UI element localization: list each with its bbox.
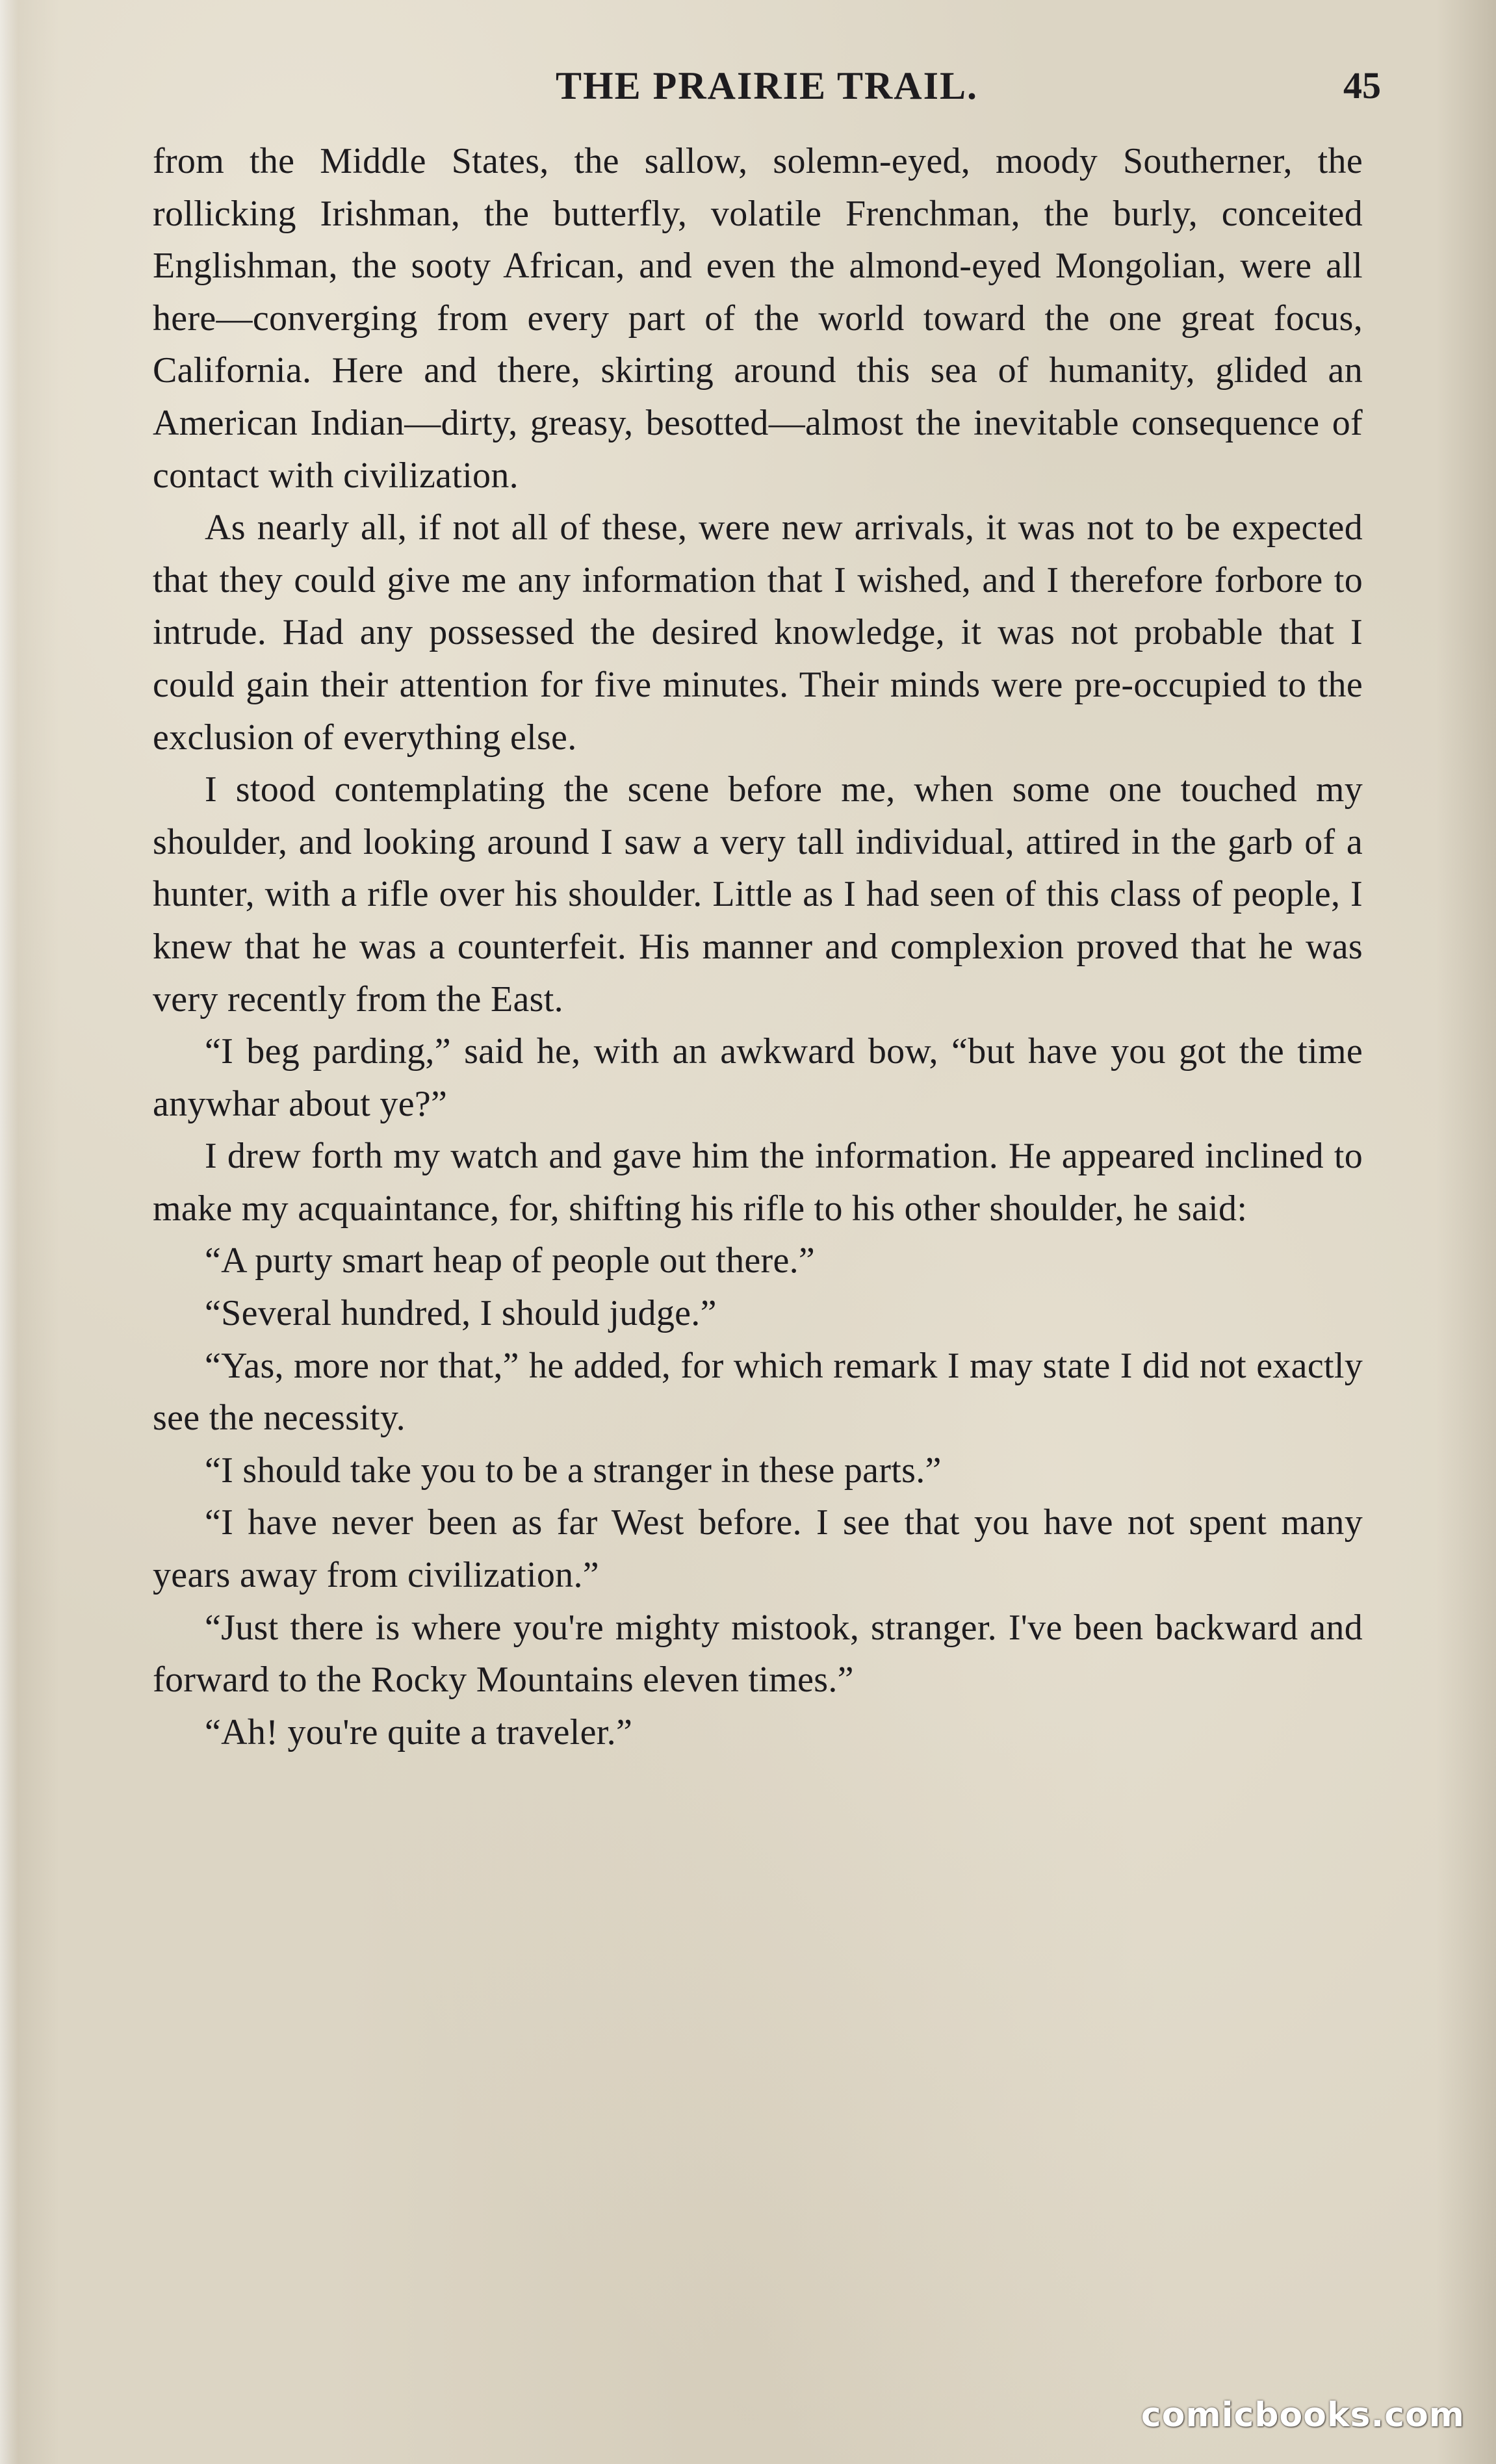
- paragraph-1: from the Middle States, the sallow, solemn-eyed, moody Southerner, the rollicking Irishman, the butterfly, volatile Frenchman, the burly, conceited Englishman, the sooty African, and even the almond-eyed Mongolian, were all here—converging from every part of the world toward the one great focus, California. Here and there, skirting around this sea of humanity, glided an American Indian—dirty, greasy, besotted—almost the inevitable consequence of contact with civilization.: [153, 141, 1363, 496]
- body-text: [153, 135, 1363, 1758]
- paragraph-7: “Several hundred, I should judge.”: [205, 1293, 717, 1334]
- paragraph-11: “Just there is where you're mighty mistook, stranger. I've been backward and forward to the Rocky Mountains eleven times.”: [153, 1607, 1363, 1700]
- paragraph-3: I stood contemplating the scene before me, when some one touched my shoulder, and looking around I saw a very tall individual, attired in the garb of a hunter, with a rifle over his shoulder. Little as I had seen of this class of people, I knew that he was a counterfeit. His manner and complexion proved that he was very recently from the East.: [153, 769, 1363, 1020]
- paragraph-2: As nearly all, if not all of these, were new arrivals, it was not to be expected that they could give me any information that I wished, and I therefore forbore to intrude. Had any possessed the desired knowledge, it was not probable that I could gain their attention for five minutes. Their minds were pre-occupied to the exclusion of everything else.: [153, 507, 1363, 758]
- running-head: [153, 60, 1381, 112]
- page-edge-wear: [0, 0, 18, 2464]
- paragraph-10: “I have never been as far West before. I see that you have not spent many years away from civilization.”: [153, 1502, 1363, 1596]
- paragraph-5: I drew forth my watch and gave him the information. He appeared inclined to make my acquaintance, for, shifting his rifle to his other shoulder, he said:: [153, 1136, 1363, 1229]
- paragraph-9: “I should take you to be a stranger in these parts.”: [205, 1450, 942, 1491]
- paragraph-4: “I beg parding,” said he, with an awkward bow, “but have you got the time anywhar about ye?”: [153, 1031, 1363, 1124]
- watermark: comicbooks.com: [1141, 2396, 1465, 2435]
- paragraph-6: “A purty smart heap of people out there.”: [205, 1240, 816, 1281]
- running-head-title: THE PRAIRIE TRAIL.: [555, 64, 979, 107]
- paragraph-8: “Yas, more nor that,” he added, for which remark I may state I did not exactly see the necessity.: [153, 1345, 1363, 1439]
- paragraph-12: “Ah! you're quite a traveler.”: [205, 1712, 633, 1752]
- page-number: 45: [1343, 64, 1381, 107]
